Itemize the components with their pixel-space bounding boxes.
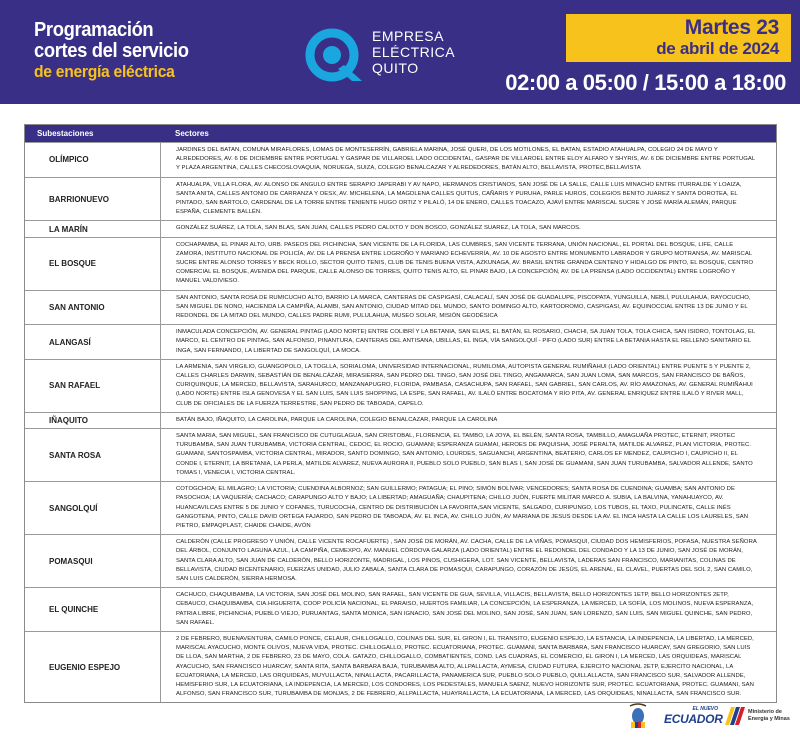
- table-row: [25, 237, 776, 290]
- substation-name: IÑAQUITO: [49, 415, 88, 425]
- company-name: [372, 28, 455, 76]
- schedule-table: [24, 124, 777, 703]
- sectors-list: 2 DE FEBRERO, BUENAVENTURA, CAMILO PONCE, CELAUR, CHILLOGALLO, COLINAS DEL SUR, EL GIRON I, EL TRANSITO, EUGENIO ESPEJO, LA ESTANCIA, LA INDEPENCIA, LA LIBERTAD, LA MERCED, MARISCAL AYACUCHO, MONTE OLIVOS, NUEVA VIDA, PROTEC. CHILLOGALLO, PROTEC. ECUATORIANA, PROTEC. GUAMANI, SANTA BARBARA, SAN FRANCISCO HUARCAY, SAN GREGORIO, SAN LUIS DE LLOA, SAN MARTHA, 2 DE FEBRERO, 23 DE MAYO, COLA. GATAZO, CHILLOGALLO, COMBATIENTES, COND. LAS CUADRAS, EL COMERCIO, EL GIRON I, LA MERCED, LAS ORQUIDEAS, MARISCAL AYACUCHO, SAN FRANCISCO HUARCAY, SANTA RITA, SANTA BARBARA BAJA, TURUBAMBA ALTO, ALLPALLACTA, AYMESA, CIUDAD FUTURA, EJERCITO NACIONAL 2ETP, EJERCITO NACIONAL, LA ECUATORIANA, LA MERCED, LAS ORQUIDEAS, MUYULLACTA, NINALLACTA, PACARILLACTA, PANAMERICA SUR, PUEBLO SOLO PUEBLO, QUILLALLACTA, SAN FRANCISCO SUR, SALVADOR ALLENDE, HEMISFERIO SUR, LA ECUATORIANA, LA INDEPENCIA, LA MERCED, LOS CONDORES, LOS PEDESTALES, MANUELA SAENZ, NUEVO HORIZONTE SUR, PROTEC. ECUATORIANA, PROTEC. GUAMANI, SAN ALFONSO, SAN FRANCISCO SUR, TURUBAMBA DE MONJAS, 2 DE FEBRERO, ALLPALLACTA, HUAYRALLACTA, LA ECUATORIANA, LA MERCED, LAS ORQUIDEAS, NINALLACTA, SAN FRANCISCO SUR.: [160, 632, 776, 702]
- sectors-list: SANTA MARIA, SAN MIGUEL, SAN FRANCISCO DE CUTUGLAGUA, SAN CRISTOBAL, FLORENCIA, EL TAMBO, LA JOYA, EL BELÉN, SANTA ROSA, TAMBILLO, AMAGUAÑA PROTEC, ETERNIT, PROTEC TURUBAMBA, SAN JUAN TURUBAMBA, VICTORIA CENTRAL, CEDOC, EL ROCIO, GUAMANI; ESPERANZA GUAMAI, HEROES DE PAQUISHA, JOSÉ PERALTA, MATILDE ALVAREZ, PLAN VICTORIA, PROTEC. GUAMANI, SANTOSPAMBA, VICTORIA CENTRAL, MIRADOR, SANTO DOMINGO, SAN ANTONIO, LOURDES, SAGUANCHI, ARGENTINA, BEATERIO, CARLOS EF MENDEZ, CAUPICHO I, CAUPICHO II, EL CONDE I, ETERNIT, LA BRETANIA, LA PERLA, MATILDE ALVAREZ, NUEVA AURORA II, PUEBLO SOLO PUEBLO, SAN BLAS I, SAN JOSÉ DE GUAMANI, SAN JUAN TURUBAMBA, SALVADOR ALLENDE, SANTO TOMAS I, VENECIA I, VICTORIA CENTRAL.: [160, 429, 776, 481]
- ministry-line-1: Ministerio de: [748, 709, 782, 715]
- table-row: [25, 324, 776, 359]
- table-row: [25, 177, 776, 221]
- table-row: [25, 534, 776, 587]
- substation-name: LA MARÍN: [49, 224, 88, 234]
- title-block: [34, 20, 202, 82]
- table-header: [25, 125, 776, 142]
- header-banner: [0, 0, 800, 104]
- table-body: [25, 142, 776, 702]
- flag-stripes-icon: [725, 707, 747, 725]
- table-row: [25, 142, 776, 177]
- table-row: [25, 481, 776, 534]
- eeq-logo-icon: [304, 27, 368, 83]
- substation-name: SANGOLQUÍ: [49, 503, 98, 513]
- title-line-2: cortes del servicio: [34, 40, 189, 62]
- coat-of-arms-icon: [628, 702, 648, 730]
- sectors-list: SAN ANTONIO, SANTA ROSA DE RUMICUCHO ALTO, BARRIO LA MARCA, CANTERAS DE CASPIGASÍ, CALACALÍ, SAN JOSÉ DE GUADALUPE, PISCOPATA, YUNGUILLA, NEBLÍ, PULULAHUA, RAYOCUCHO, SAN MIGUEL DE NONO, HACIENDA LA CAMPIÑA, ALAMBI, SAN ANTONIO, CIUDAD MITAD DEL MUNDO, SANTO DOMINGO ALTO, KARTODROMO, CASPIGASI, AV. EQUINOCCIAL ENTRE 13 DE JUNIO Y EL REDONDEL DE LA MITAD DEL MUNDO, CALLES PADRE RUMI, PULULAHUA, MUSEO SOLAR, MISIÓN GEODÉSICA: [160, 291, 776, 325]
- substation-name: POMASQUI: [49, 556, 93, 566]
- sectors-list: INMACULADA CONCEPCIÓN, AV. GENERAL PINTAG (LADO NORTE) ENTRE COLIBRÍ Y LA BETANIA, SAN ELIAS, EL BATÁN, EL ROSARIO, CHACHI, SA JUAN TOLA, TOLA CHICA, SAN ISIDRO, TONTOLAG, EL MARCO, EL CENTRO DE PINTAG, SAN ALFONSO, PINANTURA, CANTERAS DEL ANTISANA, UBILLAS, EL INGA, VÍA SANGOLQUÍ - PIFO (LADO SUR) ENTRE LA BETANIA HASTA EL RELLENO SANITARIO EL INGA, SAN FERNANDO, LA LIBERTAD DE SANGOLQUÍ, LA MOCA.: [160, 325, 776, 359]
- ecuador-label: ECUADOR: [664, 712, 723, 726]
- outage-times: 02:00 a 05:00 / 15:00 a 18:00: [505, 70, 786, 95]
- table-row: [25, 290, 776, 325]
- date-box: [566, 14, 791, 62]
- substation-name: SAN ANTONIO: [49, 302, 105, 312]
- table-row: [25, 412, 776, 428]
- column-header-sectors: Sectores: [175, 129, 209, 138]
- substation-name: EL QUINCHE: [49, 605, 99, 615]
- substation-name: OLÍMPICO: [49, 155, 89, 165]
- sectors-list: ATAHUALPA, VILLA FLORA, AV. ALONSO DE ANGULO ENTRE SERAPIO JAPERABI Y AV NAPO, HERMANOS CRISTIANOS, SAN JOSÉ DE LA SALLE, CALLE LUIS MINACHO ENTRE ITURRALDE Y LOAIZA, SANTA ANITA, CALLES ANTONIO DE CARRANZA Y OESX, AV. MICHELENA, LA MAGDLENA CALLES QUITUS, CAÑARIS Y PURUHA, PARLE HUROS, COLEGIOS BENITO JUAREZ Y SANTA DOROTEA, EL PINTADO, SAN BARTOLO, CARDENAL DE LA TORRE ENTRE TENIENTE HUGO ORTIZ Y PILALÓ, 14 DE ENERO, CALLES TOACAZO, AJAVÍ ENTRE MARISCAL SUCRE Y JOSÉ MARÍA ALEMÁN, PARQUE ESPAÑA, CLEMENTE BALLÉN.: [160, 178, 776, 221]
- company-line-2: ELÉCTRICA: [372, 44, 456, 60]
- table-row: [25, 428, 776, 481]
- company-line-3: QUITO: [372, 60, 419, 76]
- substation-name: EL BOSQUE: [49, 259, 96, 269]
- table-row: [25, 631, 776, 702]
- ecuador-wordmark: [664, 706, 726, 726]
- sectors-list: CACHUCO, CHAQUIBAMBA, LA VICTORIA, SAN JOSÉ DEL MOLINO, SAN RAFAEL, SAN VICENTE DE GUA, SEVILLA, VILLACIS, BELLAVISTA, BELLO HORIZONTES 1ETP, BELLO HORIZONTES 2ETP, CEBAUCO, CHAQUIBAMBA, CIA.HIGUERITA, COOP POLICÍA NACIONAL, EL PARAISO, HUERTOS FAMILIAR, LA CONCEPCIÓN, LA ESPERANZA, LA MERCED, LA SOFÍA, LOS MOLINOS, NUEVA ESPERANZA, PATRIA LIBRE, PICHINCHA, PUEBLO VIEJO, PURUANTAG, SANTA MONICA, SAN IGNACIO, SAN JOSÉ DEL MOLINO, SAN JOSÉ, SAN JUAN, SAN LORENZO, SAN LUIS, SAN MIGUEL QUINCHE, SAN PEDRO, SAN RAFAEL.: [160, 588, 776, 631]
- sectors-list: COCHAPAMBA, EL PINAR ALTO, URB. PASEOS DEL PICHINCHA, SAN VICENTE DE LA FLORIDA, LAS CUMBRES, SAN VICENTE TERRANA, UNIÓN NACIONAL, EL PORTAL DEL BOSQUE, LIFE, CALLE ZAMORA, INSTITUTO NACIONAL DE POLICÍA, AV. DE LA PRENSA ENTRE LOGROÑO Y MARIANO ECHEVERRÍA, AV. 10 DE AGOSTO ENTRE MONUMENTO LABRADOR Y GRUPO MOTRANSA, AV. MARISCAL SUCRE ENTRE ALONSO TORRES Y BECK ROLLO, SECTOR QUITO TENIS, CLUB DE TENIS BUENA VISTA, AZKUNAGA, AV. BRASIL ENTRE GRANDA CENTENO Y HIDALGO DE PINTO, EL BOSQUE, CENTRO COMERCIAL EL BOSQUE, AVENIDA DEL PARQUE, CALLE ALONSO DE TORRES, QUITO TENIS ALTO, EL PINAR BAJO, LA CONCEPCIÓN, AV. DE LA PRENSA (LADO OCCIDENTAL) ENTRE LOGROÑO Y MANUEL VALDIVIESO.: [160, 238, 776, 290]
- sectors-list: GONZÁLEZ SUÁREZ, LA TOLA, SAN BLAS, SAN JUAN, CALLES PEDRO CALIXTO Y DON BOSCO, GONZÁLEZ SUAREZ, LA TOLA, SAN MARCOS.: [160, 221, 776, 236]
- ministry-line-2: Energía y Minas: [748, 716, 790, 722]
- company-line-1: EMPRESA: [372, 28, 444, 44]
- sectors-list: CALDERÓN (CALLE PROGRESO Y UNIÓN, CALLE VICENTE ROCAFUERTE) , SAN JOSÉ DE MORÁN, AV. CACHA, CALLE DE LA VIÑAS, POMASQUI, CIUDAD DOS HEMISFERIOS, POFASA, NUESTRA SEÑORA DEL ÁRBOL, CONJUNTO LAGUNA AZUL, LA CAMPIÑA, CEMEXPO, AV. MANUEL CÓRDOVA GALARZA (LADO ORIENTAL) ENTRE EL REDONDEL DEL CONDADO Y LA 13 DE JUNIO, SAN JOSÉ DE MORÁN, SANTA CLARA ALTO, SAN JUAN DE CALDERÓN, BELLO HORIZONTE, MADRIGAL, LOS PINOS, CUSHIGERA, LOT. SAN VICENTE, BELLAVISTA, LADERAS SAN FRANCISCO, MARIANITAS, COLINAS DE BELLAVISTA, CIUDAD BICENTENARIO, FUERZAS UNIDAD, JULIO ZABALA, SANTA CLARA DE POMASQUI, CARAPUNGO, CORAZÓN DE JESÚS, EL ARENAL, EL CLAVEL, PUERTAS DEL SOL 2, SAN CAMILO, SAN LUIS CALDERÓN, SIERRA HERMOSA.: [160, 535, 776, 587]
- table-row: [25, 587, 776, 631]
- sectors-list: JARDINES DEL BATAN, COMUNA MIRAFLORES, LOMAS DE MONTESERRÍN, GABRIELA MARINA, JOSÉ QUERI, DE LOS MOTILONES, EL BATAN, ESTADIO ATAHUALPA, COLEGIO 24 DE MAYO Y ALREDEDORES, AV. 6 DE DICIEMBRE ENTRE PORTUGAL Y GASPAR DE VILLAROEL LADO OCCIDENTAL, GASPAR DE VILLAROEL ENTRE ELOY ALFARO Y SHYRIS, AV. 6 DE DICIEMBRE ENTRE PORTUGAL Y PLAZA ARGENTINA, CALLES CHECOSLOVAQUIA, NORUEGA, SUIZA, COLEGIO BENALCAZAR Y ALREDEDORES, BATÁN ALTO, BELLAVISTA, PROTEC,BELLAVISTA: [160, 143, 776, 177]
- substation-name: EUGENIO ESPEJO: [49, 662, 121, 672]
- substation-name: BARRIONUEVO: [49, 194, 110, 204]
- footer-logos: [620, 700, 790, 738]
- table-row: [25, 359, 776, 412]
- column-header-substations: Subestaciones: [37, 129, 94, 138]
- date-day: Martes 23: [684, 16, 779, 39]
- el-nuevo-label: EL NUEVO: [692, 706, 718, 712]
- substation-name: SAN RAFAEL: [49, 381, 101, 391]
- title-line-3: de energía eléctrica: [34, 62, 175, 81]
- ministry-label: [748, 709, 790, 723]
- sectors-list: BATÁN BAJO, IÑAQUITO, LA CAROLINA, PARQUE LA CAROLINA, COLEGIO BENALCAZAR, PARQUE LA CAROLINA: [160, 413, 776, 428]
- title-line-1: Programación: [34, 19, 154, 41]
- sectors-list: LA ARMENIA, SAN VIRGILIO, GUANGOPOLO, LA TOGLLA, SORIALOMA, UNIVERSIDAD INTERNACIONAL, RUMILOMA, AUTOPISTA GENERAL RUMIÑAHUI (LADO ORIENTAL) ENTRE PUENTE 5 Y PUENTE 2, CALLES CHARLES DARWIN, SEBASTIÁN DE BENALCÁZAR, MIRASIERRA, SAN PEDRO DEL TINGO, SAN JOSÉ DEL TINGO, ANGAMARCA, SAN JUAN LOMA, SAN MARCOS, SAN FRANCISCO DE BAÑOS, CURIQUINQUE, LA MERCED, BELLAVISTA, SARAHURCO, MANZANAPUGRO, FLORIDA, PAMBASA, CASACHUPA, SAN RAFAEL, SAN GABRIEL, SAN CARLOS, AV. RÍO AMAZONAS, AV. GENERAL RUMIÑAHUI (LADO NORTE) ENTRE ISLA GENOVESA Y EL SAN LUIS, SAN LUIS SHOPPING, LA ESPE, SAN RAFAEL, AV. ILALÓ ENTRE BOCATOMA Y RÍO PITA, AV. GENERAL ENRIQUEZ ENTRE ILALÓ Y RIVER MALL, CLUB DE OFICIALES DE LA FUERZA TERRESTRE, SAN PEDRO DE TABOADA, CAPELO.: [160, 360, 776, 412]
- table-row: [25, 220, 776, 236]
- sectors-list: COTOGCHOA; EL MILAGRO; LA VICTORIA; CUENDINA ALBORNOZ; SAN GUILLERMO; PATAGUA; EL PINO; SIMÓN BOLÍVAR; VENCEDORES; SANTA ROSA DE CUENDINA; GUAMBA; SAN ANTONIO DE PASOCHOA; LA VAQUERÍA; CACHACO; CARAPUNGO ALTO Y BAJO; LA LIBERTAD; AMAGUAÑA; CHAUPITENA; CHILLO JUÓN, FUERTE MILITAR MARCO A. SUBIA, LA BALVINA, YANAHUAYCO, AV. HUANCAVILCAS ENTRE 5 DE JUNIO Y COFANES, TURUCOCHA, CENTRO DE DISTRIBUCIÓN LA FAVORITA,SAN VICENTE, SALGADO, CURIPUNGO, LOS TUBOS, EL TAXO, PULINCATE, CALLE INÉS GANGOTENA, PINTO, CALLE DAVID ORTEGA FAJARDO, SAN PEDRO DE TABOADA, AV. EL INCA, AV. CHILLO JUÓN, AV MARIANA DE JESUS DESDE LA AV. EL INCA HASTA LA CALLE LOS LAURELES, SAN PIETRO, EMPAQPLAST, CHAIDE CHAIDE, AVÓN: [160, 482, 776, 534]
- date-month-year: de abril de 2024: [656, 39, 779, 58]
- substation-name: ALANGASÍ: [49, 337, 91, 347]
- substation-name: SANTA ROSA: [49, 450, 101, 460]
